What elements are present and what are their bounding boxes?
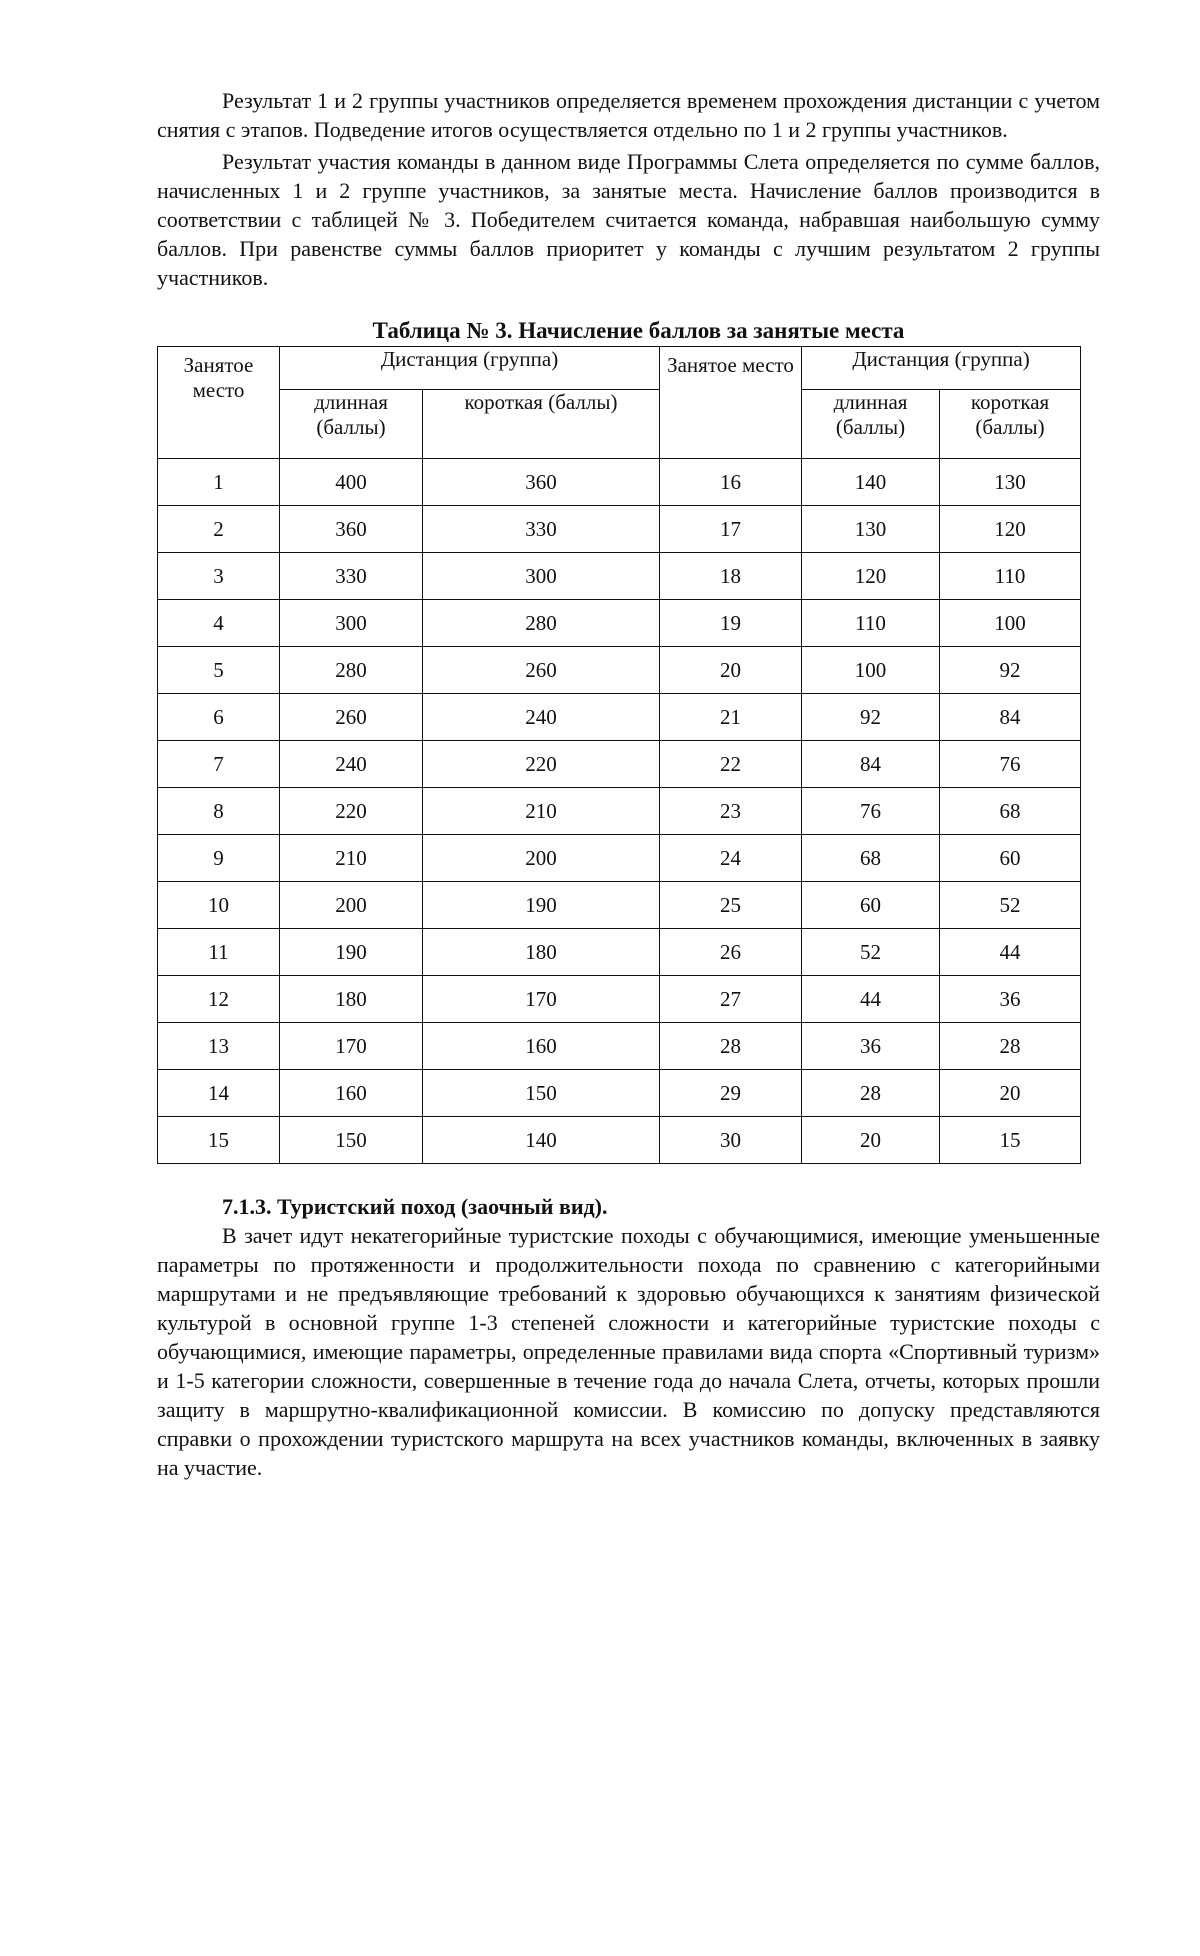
header-place-left: Занятое место xyxy=(158,347,280,459)
cell-place-left: 1 xyxy=(158,459,280,506)
cell-place-left: 4 xyxy=(158,600,280,647)
cell-long-right: 130 xyxy=(802,506,940,553)
document-page xyxy=(157,86,1100,1482)
table-subheader-row xyxy=(158,390,1081,459)
cell-short-right: 84 xyxy=(940,694,1081,741)
cell-place-right: 26 xyxy=(660,929,802,976)
cell-short-left: 240 xyxy=(423,694,660,741)
table-row xyxy=(158,506,1081,553)
cell-long-left: 400 xyxy=(280,459,423,506)
cell-short-left: 160 xyxy=(423,1023,660,1070)
cell-short-right: 68 xyxy=(940,788,1081,835)
cell-place-right: 17 xyxy=(660,506,802,553)
cell-place-right: 21 xyxy=(660,694,802,741)
cell-place-right: 19 xyxy=(660,600,802,647)
table-row xyxy=(158,741,1081,788)
cell-long-left: 300 xyxy=(280,600,423,647)
cell-long-right: 52 xyxy=(802,929,940,976)
table-row xyxy=(158,882,1081,929)
header-short-right: короткая (баллы) xyxy=(940,390,1081,459)
cell-place-left: 2 xyxy=(158,506,280,553)
cell-long-right: 68 xyxy=(802,835,940,882)
cell-place-left: 8 xyxy=(158,788,280,835)
cell-place-left: 13 xyxy=(158,1023,280,1070)
cell-short-left: 140 xyxy=(423,1117,660,1164)
header-distance-left: Дистанция (группа) xyxy=(280,347,660,390)
cell-long-right: 76 xyxy=(802,788,940,835)
table-row xyxy=(158,976,1081,1023)
cell-place-right: 28 xyxy=(660,1023,802,1070)
cell-place-right: 18 xyxy=(660,553,802,600)
cell-long-left: 150 xyxy=(280,1117,423,1164)
table-row xyxy=(158,788,1081,835)
cell-place-left: 15 xyxy=(158,1117,280,1164)
cell-short-right: 130 xyxy=(940,459,1081,506)
cell-long-right: 120 xyxy=(802,553,940,600)
table-body xyxy=(158,459,1081,1164)
cell-short-right: 110 xyxy=(940,553,1081,600)
cell-place-right: 22 xyxy=(660,741,802,788)
cell-long-right: 110 xyxy=(802,600,940,647)
cell-short-right: 36 xyxy=(940,976,1081,1023)
table-row xyxy=(158,929,1081,976)
cell-short-left: 220 xyxy=(423,741,660,788)
cell-place-left: 10 xyxy=(158,882,280,929)
intro-paragraph-2: Результат участия команды в данном виде Программы Слета определяется по сумме баллов, начисленных 1 и 2 группе участников, за занятые места. Начисление баллов производится в соответствии с таблицей № 3. Победителем считается команда, набравшая наибольшую сумму баллов. При равенстве суммы баллов приоритет у команды с лучшим результатом 2 группы участников. xyxy=(157,149,1100,290)
cell-long-left: 180 xyxy=(280,976,423,1023)
table-row xyxy=(158,647,1081,694)
cell-place-right: 23 xyxy=(660,788,802,835)
table-caption: Таблица № 3. Начисление баллов за занятые места xyxy=(372,318,905,343)
table-row xyxy=(158,1070,1081,1117)
cell-short-right: 60 xyxy=(940,835,1081,882)
table-header-row xyxy=(158,347,1081,390)
header-short-left: короткая (баллы) xyxy=(423,390,660,459)
cell-short-left: 360 xyxy=(423,459,660,506)
cell-short-left: 170 xyxy=(423,976,660,1023)
cell-place-left: 11 xyxy=(158,929,280,976)
cell-place-left: 7 xyxy=(158,741,280,788)
cell-short-right: 15 xyxy=(940,1117,1081,1164)
cell-place-left: 9 xyxy=(158,835,280,882)
cell-short-left: 280 xyxy=(423,600,660,647)
cell-short-left: 150 xyxy=(423,1070,660,1117)
cell-place-right: 25 xyxy=(660,882,802,929)
section-title: 7.1.3. Туристский поход (заочный вид). xyxy=(222,1194,608,1219)
cell-long-right: 20 xyxy=(802,1117,940,1164)
cell-short-right: 44 xyxy=(940,929,1081,976)
cell-short-right: 92 xyxy=(940,647,1081,694)
cell-long-left: 220 xyxy=(280,788,423,835)
header-place-right: Занятое место xyxy=(660,347,802,459)
cell-long-left: 360 xyxy=(280,506,423,553)
cell-place-right: 24 xyxy=(660,835,802,882)
cell-long-left: 170 xyxy=(280,1023,423,1070)
cell-place-left: 12 xyxy=(158,976,280,1023)
intro-paragraph-1: Результат 1 и 2 группы участников определяется временем прохождения дистанции с учетом снятия с этапов. Подведение итогов осуществляется отдельно по 1 и 2 группы участников. xyxy=(157,88,1100,142)
cell-long-left: 200 xyxy=(280,882,423,929)
cell-short-left: 200 xyxy=(423,835,660,882)
cell-short-left: 300 xyxy=(423,553,660,600)
table-row xyxy=(158,835,1081,882)
cell-place-left: 14 xyxy=(158,1070,280,1117)
cell-long-right: 60 xyxy=(802,882,940,929)
cell-place-right: 30 xyxy=(660,1117,802,1164)
cell-long-right: 100 xyxy=(802,647,940,694)
table-row xyxy=(158,600,1081,647)
cell-place-left: 6 xyxy=(158,694,280,741)
cell-long-left: 210 xyxy=(280,835,423,882)
table-row xyxy=(158,1023,1081,1070)
cell-long-left: 280 xyxy=(280,647,423,694)
cell-long-left: 240 xyxy=(280,741,423,788)
cell-short-left: 190 xyxy=(423,882,660,929)
cell-short-right: 100 xyxy=(940,600,1081,647)
cell-long-right: 140 xyxy=(802,459,940,506)
table-row xyxy=(158,694,1081,741)
cell-short-left: 260 xyxy=(423,647,660,694)
cell-place-right: 16 xyxy=(660,459,802,506)
cell-place-right: 20 xyxy=(660,647,802,694)
section-paragraph: В зачет идут некатегорийные туристские походы с обучающимися, имеющие уменьшенные параметры по протяженности и продолжительности похода по сравнению с категорийными маршрутами и не предъявляющие требований к здоровью обучающихся к занятиям физической культурой в основной группе 1-3 степеней сложности и категорийные туристские походы с обучающимися, имеющие параметры, определенные правилами вида спорта «Спортивный туризм» и 1-5 категории сложности, совершенные в течение года до начала Слета, отчеты, которых прошли защиту в маршрутно-квалификационной комиссии. В комиссию по допуску представляются справки о прохождении туристского маршрута на всех участников команды, включенных в заявку на участие. xyxy=(157,1223,1100,1480)
table-row xyxy=(158,1117,1081,1164)
points-table xyxy=(157,346,1081,1164)
cell-place-right: 27 xyxy=(660,976,802,1023)
cell-short-right: 28 xyxy=(940,1023,1081,1070)
cell-long-right: 44 xyxy=(802,976,940,1023)
cell-long-right: 36 xyxy=(802,1023,940,1070)
cell-short-right: 52 xyxy=(940,882,1081,929)
cell-place-right: 29 xyxy=(660,1070,802,1117)
cell-long-right: 92 xyxy=(802,694,940,741)
header-long-left: длинная (баллы) xyxy=(280,390,423,459)
cell-long-left: 330 xyxy=(280,553,423,600)
cell-place-left: 3 xyxy=(158,553,280,600)
cell-long-left: 160 xyxy=(280,1070,423,1117)
table-row xyxy=(158,459,1081,506)
cell-long-right: 84 xyxy=(802,741,940,788)
header-long-right: длинная (баллы) xyxy=(802,390,940,459)
cell-short-right: 20 xyxy=(940,1070,1081,1117)
cell-long-left: 190 xyxy=(280,929,423,976)
cell-place-left: 5 xyxy=(158,647,280,694)
cell-short-left: 330 xyxy=(423,506,660,553)
cell-long-left: 260 xyxy=(280,694,423,741)
cell-short-right: 120 xyxy=(940,506,1081,553)
header-distance-right: Дистанция (группа) xyxy=(802,347,1081,390)
cell-short-right: 76 xyxy=(940,741,1081,788)
cell-short-left: 210 xyxy=(423,788,660,835)
cell-long-right: 28 xyxy=(802,1070,940,1117)
table-row xyxy=(158,553,1081,600)
cell-short-left: 180 xyxy=(423,929,660,976)
